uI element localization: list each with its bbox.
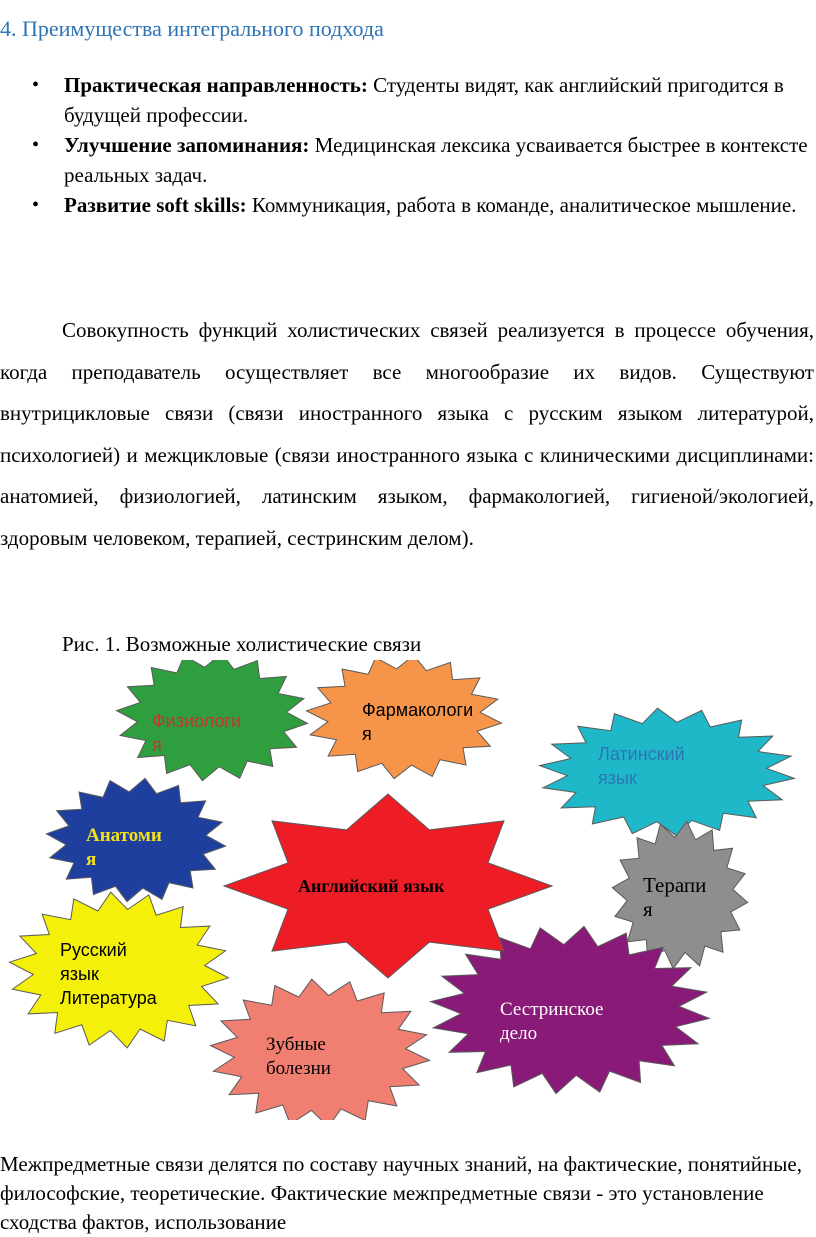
subject-star-6 <box>10 892 229 1048</box>
subject-label-7: Сестринское дело <box>500 999 604 1044</box>
subject-label-4: Анатоми я <box>86 825 162 870</box>
body-paragraph: Совокупность функций холистических связей реализуется в процессе обучения, когда преподаватель осуществляет все многообразие их видов. Существуют внутрицикловые связи (связи иностранного языка с русским языком литературой, психологией) и межцикловые (связи иностранного языка с клиническими дисциплинами: анатомией, физиологией, латинским языком, фармакологией, гигиеной/экологией, здоровым человеком, терапией, сестринским делом). <box>0 318 814 550</box>
subject-label-5: Терапи я <box>643 873 707 921</box>
list-item-text: Студенты видят, как английский пригодится в будущей профессии. <box>64 73 784 127</box>
list-item-text: Коммуникация, работа в команде, аналитическое мышление. <box>246 193 797 217</box>
section-heading: 4. Преимущества интегрального подхода <box>0 16 384 41</box>
subject-label-8: Зубные болезни <box>266 1034 331 1079</box>
list-item-title: Развитие soft skills: <box>64 193 247 217</box>
subject-label-3: Латинский язык <box>598 744 685 788</box>
figure-caption: Рис. 1. Возможные холистические связи <box>62 632 422 656</box>
subject-label-1: Физиологи я <box>152 711 241 755</box>
list-item-title: Практическая направленность: <box>64 73 368 97</box>
bottom-paragraph: Межпредметные связи делятся по составу научных знаний, на фактические, понятийные, философские, теоретические. Фактические межпредметные связи - это установление сходства фактов, использование <box>0 1152 802 1234</box>
bullet-icon: • <box>32 74 40 96</box>
list-item-title: Улучшение запоминания: <box>64 133 310 157</box>
list-item <box>30 130 810 190</box>
holistic-links-diagram <box>0 660 816 1120</box>
center-label: Английский язык <box>298 876 445 896</box>
list-item <box>30 190 810 220</box>
list-item-text: Медицинская лексика усваивается быстрее в контексте реальных задач. <box>64 133 808 187</box>
list-item <box>30 70 810 130</box>
bullet-icon: • <box>32 194 40 216</box>
subject-label-2: Фармакологи я <box>362 700 474 744</box>
subject-star-3 <box>540 708 795 836</box>
bullet-icon: • <box>32 134 40 156</box>
subject-label-6: Русский язык Литература <box>60 940 157 1008</box>
advantages-list <box>30 70 810 220</box>
